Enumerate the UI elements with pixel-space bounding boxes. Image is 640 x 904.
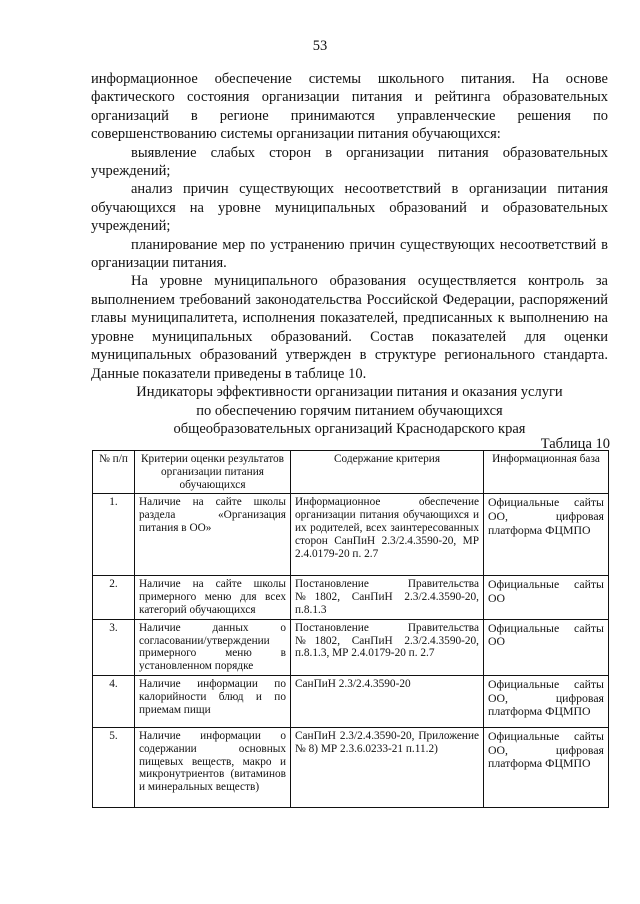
row-base: Официальные сайты ОО xyxy=(484,576,609,619)
table-title-line-3: общеобразовательных организаций Краснодарского края xyxy=(173,421,526,438)
table-row xyxy=(93,675,609,727)
table-title-line-1: Индикаторы эффективности организации питания и оказания услуги xyxy=(136,384,563,400)
table-row xyxy=(93,727,609,807)
row-content: Постановление Правительства №1802, СанПиН 2.3/2.4.3590-20, п.8.1.3 xyxy=(291,576,484,619)
paragraph-weak-sides: выявление слабых сторон в организации питания образовательных учреждений; xyxy=(91,144,608,180)
page-number: 53 xyxy=(312,38,328,54)
table-row xyxy=(93,576,609,619)
paragraph-planning: планирование мер по устранению причин существующих несоответствий в организации питания. xyxy=(91,236,608,272)
table-row xyxy=(93,494,609,576)
header-criteria: Критерии оценки результатов организации питания обучающихся xyxy=(135,451,291,494)
table-label: Таблица 10 xyxy=(540,436,610,452)
row-criteria: Наличие информации по калорийности блюд и по приемам пищи xyxy=(135,675,291,727)
header-num: № п/п xyxy=(93,451,135,494)
header-content: Содержание критерия xyxy=(291,451,484,494)
row-content: Информационное обеспечение организации питания обучающихся и их родителей, всех заинтересованных сторон СанПиН 2.3/2.4.3590-20, МР 2.4.0179-20 п. 2.7 xyxy=(291,494,484,576)
table-row xyxy=(93,619,609,675)
row-num: 1. xyxy=(93,494,135,576)
row-content: СанПиН 2.3/2.4.3590-20, Приложение № 8) МР 2.3.6.0233-21 п.11.2) xyxy=(291,727,484,807)
row-base: Официальные сайты ОО, цифровая платформа ФЦМПО xyxy=(484,675,609,727)
row-content: Постановление Правительства №1802, СанПиН 2.3/2.4.3590-20, п.8.1.3, МР 2.4.0179-20 п. 2.7 xyxy=(291,619,484,675)
row-num: 5. xyxy=(93,727,135,807)
row-num: 2. xyxy=(93,576,135,619)
row-num: 4. xyxy=(93,675,135,727)
row-base: Официальные сайты ОО, цифровая платформа ФЦМПО xyxy=(484,494,609,576)
table-title-line-2: по обеспечению горячим питанием обучающихся xyxy=(196,402,503,419)
paragraph-municipal-control: На уровне муниципального образования осуществляется контроль за выполнением требований законодательства Российской Федерации, распоряжений главы муниципалитета, исполнения показателей, предписанных к выполнению на уровне муниципальных образований. Состав показателей для оценки муниципальных образований утвержден в структуре регионального стандарта. Данные показатели приведены в таблице 10. xyxy=(91,273,608,382)
header-base: Информационная база xyxy=(484,451,609,494)
table-title xyxy=(91,383,608,439)
row-criteria: Наличие данных о согласовании/утверждении примерного меню в установленном порядке xyxy=(135,619,291,675)
row-base: Официальные сайты ОО, цифровая платформа ФЦМПО xyxy=(484,727,609,807)
body-text xyxy=(91,70,608,383)
paragraph-intro: информационное обеспечение системы школьного питания. На основе фактического состояния организации питания и рейтинга образовательных организаций в регионе принимаются управленческие решения по совершенствованию системы организации питания обучающихся: xyxy=(91,71,608,143)
table-header-row xyxy=(93,451,609,494)
indicators-table xyxy=(92,450,609,808)
row-criteria: Наличие на сайте школы примерного меню для всех категорий обучающихся xyxy=(135,576,291,619)
row-criteria: Наличие на сайте школы раздела «Организация питания в ОО» xyxy=(135,494,291,576)
row-base: Официальные сайты ОО xyxy=(484,619,609,675)
row-criteria: Наличие информации о содержании основных пищевых веществ, макро и микронутриентов (витаминов и минеральных веществ) xyxy=(135,727,291,807)
paragraph-analysis: анализ причин существующих несоответствий в организации питания обучающихся на уровне муниципальных образований и образовательных учреждений; xyxy=(91,181,608,235)
row-content: СанПиН 2.3/2.4.3590-20 xyxy=(291,675,484,727)
row-num: 3. xyxy=(93,619,135,675)
